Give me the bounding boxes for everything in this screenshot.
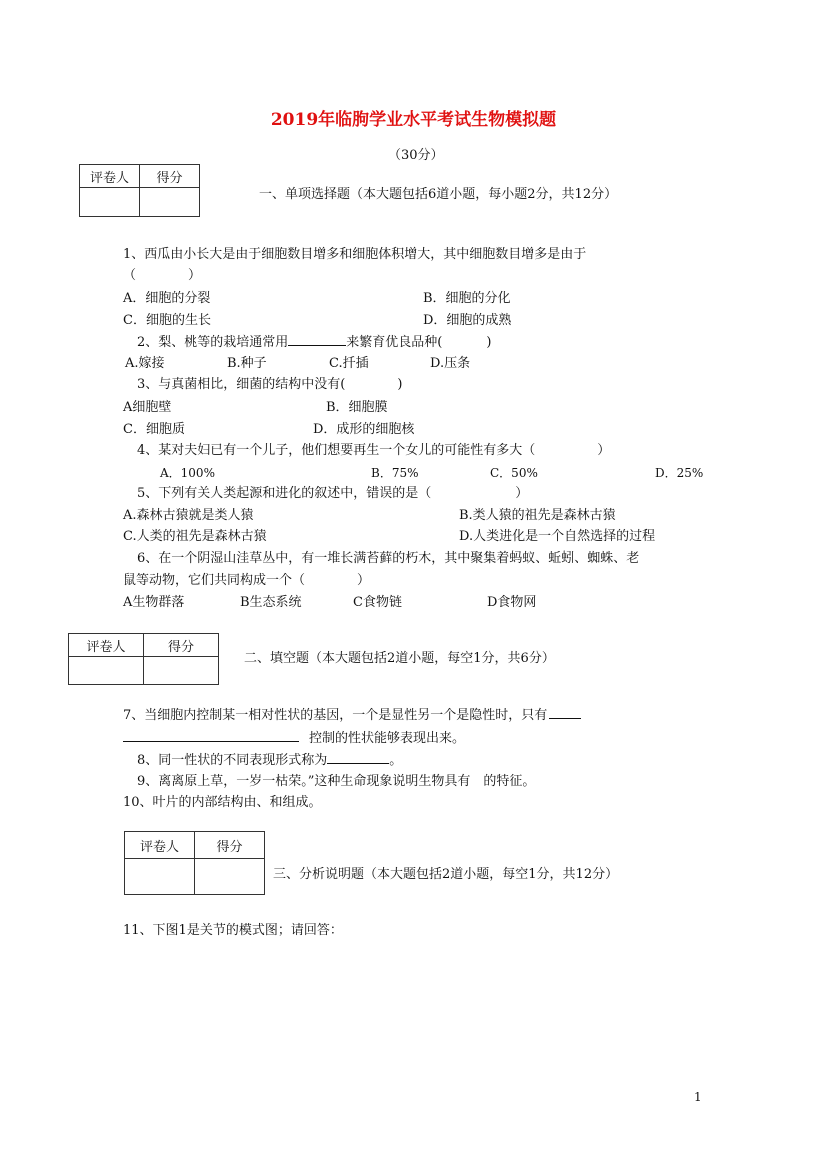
grader-cell[interactable] [80, 188, 140, 217]
q6-option-a: A生物群落 [123, 595, 185, 610]
q2-blank[interactable] [288, 333, 346, 346]
q11-text: 11、下图1是关节的模式图；请回答： [123, 923, 343, 938]
q3-close: ) [397, 377, 403, 392]
q6-option-d: D食物网 [487, 595, 537, 610]
q4-option-a: A．100% [160, 466, 215, 480]
grader-header: 评卷人 [125, 832, 195, 859]
q5-stem-text: 5、下列有关人类起源和进化的叙述中，错误的是（ [137, 486, 432, 501]
total-score: （30分） [388, 148, 444, 163]
q2-stem [137, 333, 491, 352]
q8 [137, 751, 402, 770]
q7-blank-1[interactable] [549, 706, 581, 719]
q4-option-d: D．25% [655, 466, 704, 480]
q3-option-d: D．成形的细胞核 [313, 422, 415, 437]
q3-option-c: C．细胞质 [123, 422, 185, 437]
section-3-heading: 三、分析说明题（本大题包括2道小题，每空1分，共12分） [273, 867, 619, 882]
q4-option-b: B．75% [371, 466, 419, 480]
q5-stem [137, 485, 528, 503]
q3-stem-text: 3、与真菌相比，细菌的结构中没有( [137, 377, 346, 392]
q1-option-d: D．细胞的成熟 [423, 313, 512, 328]
q8-end: 。 [389, 753, 403, 768]
section-1-heading: 一、单项选择题（本大题包括6道小题，每小题2分，共12分） [259, 187, 618, 202]
q4-stem [137, 442, 610, 460]
q8-blank[interactable] [327, 751, 389, 764]
q1-stem: 1、西瓜由小长大是由于细胞数目增多和细胞体积增大，其中细胞数目增多是由于 [123, 247, 587, 262]
q2-option-b: B.种子 [227, 356, 267, 371]
q5-option-b: B.类人猿的祖先是森林古猿 [459, 508, 616, 523]
q4-stem-text: 4、某对夫妇已有一个儿子，他们想要再生一个女儿的可能性有多大（ [137, 443, 536, 458]
score-cell[interactable] [195, 859, 265, 895]
score-header: 得分 [140, 165, 200, 188]
q3-option-a: A细胞壁 [123, 400, 172, 415]
score-table-1 [79, 164, 200, 217]
q7-line-2 [123, 729, 465, 748]
grader-header: 评卷人 [80, 165, 140, 188]
score-cell[interactable] [144, 657, 219, 685]
q7-blank-2[interactable] [123, 729, 299, 742]
q1-option-b: B．细胞的分化 [423, 291, 511, 306]
grader-cell[interactable] [69, 657, 144, 685]
q2-stem-post: 来繁育优良品种( [346, 335, 443, 350]
section-2-heading: 二、填空题（本大题包括2道小题，每空1分，共6分） [244, 651, 555, 666]
q6-line-1: 6、在一个阴湿山洼草丛中，有一堆长满苔藓的朽木，其中聚集着蚂蚁、蚯蚓、蜘蛛、老 [137, 551, 640, 566]
q4-option-c: C．50% [490, 466, 538, 480]
q7-line-1 [123, 706, 581, 725]
q8-text: 8、同一性状的不同表现形式称为 [137, 753, 328, 768]
q1-option-c: C．细胞的生长 [123, 313, 211, 328]
score-cell[interactable] [140, 188, 200, 217]
q6-line-2: 鼠等动物，它们共同构成一个（ ） [123, 573, 371, 588]
q7-text-2: 控制的性状能够表现出来。 [309, 731, 466, 746]
q5-option-c: C.人类的祖先是森林古猿 [123, 529, 267, 544]
q1-option-a: A．细胞的分裂 [123, 291, 211, 306]
q2-option-d: D.压条 [430, 356, 471, 371]
score-header: 得分 [195, 832, 265, 859]
grader-cell[interactable] [125, 859, 195, 895]
grader-header: 评卷人 [69, 634, 144, 657]
score-table-3 [124, 831, 265, 895]
q6-option-b: B生态系统 [240, 595, 302, 610]
q2-stem-pre: 2、梨、桃等的栽培通常用 [137, 335, 289, 350]
q2-option-c: C.扦插 [329, 356, 369, 371]
score-table-2 [68, 633, 219, 685]
q3-stem [137, 376, 402, 394]
page-title: 2019年临朐学业水平考试生物模拟题 [270, 110, 557, 130]
q7-text-1: 7、当细胞内控制某一相对性状的基因，一个是显性另一个是隐性时，只有 [123, 708, 548, 723]
page-number: 1 [694, 1090, 702, 1104]
q2-close: ) [486, 335, 492, 350]
q9-text: 9、离离原上草，一岁一枯荣。”这种生命现象说明生物具有 的特征。 [137, 774, 536, 789]
q4-close: ） [597, 443, 611, 458]
q1-paren: （ ） [123, 268, 202, 283]
q10-text: 10、叶片的内部结构由、和组成。 [123, 795, 322, 810]
q2-option-a: A.嫁接 [125, 356, 165, 371]
q5-option-a: A.森林古猿就是类人猿 [123, 508, 254, 523]
q3-option-b: B．细胞膜 [326, 400, 388, 415]
q5-close: ） [515, 486, 529, 501]
q5-option-d: D.人类进化是一个自然选择的过程 [459, 529, 656, 544]
score-header: 得分 [144, 634, 219, 657]
q6-option-c: C食物链 [353, 595, 402, 610]
